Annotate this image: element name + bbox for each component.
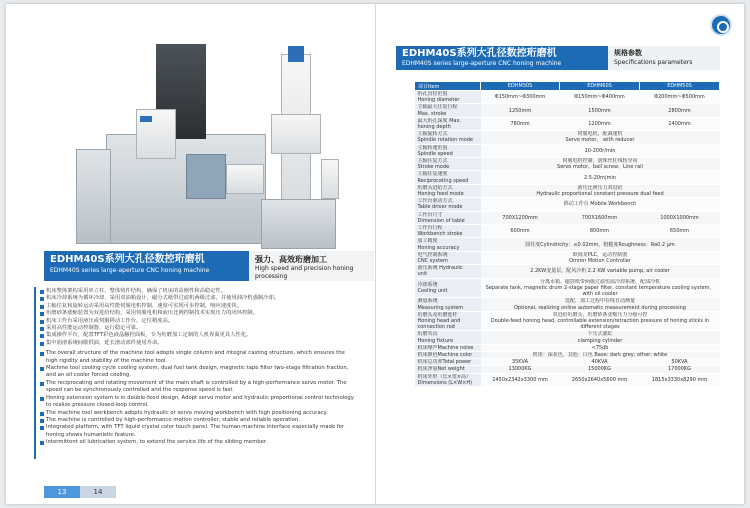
feature-en-item: Intermittent oil lubrication system, to extend the service life of the sliding member. bbox=[40, 439, 358, 446]
spec-title-cn: 规格参数 bbox=[614, 49, 642, 57]
row-label: 珩磨夹具 Honing fixture bbox=[415, 331, 481, 344]
left-page bbox=[6, 4, 375, 504]
table-row bbox=[415, 225, 720, 238]
row-value-shared: 机座：深灰色，其他：白色 Base: dark grey; other: white bbox=[481, 351, 720, 358]
row-value-model-2: 700X1600mm bbox=[560, 211, 640, 224]
row-value-model-2: 1500mm bbox=[560, 104, 640, 117]
table-row bbox=[415, 198, 720, 211]
right-title-bar bbox=[396, 46, 720, 70]
table-row bbox=[415, 344, 720, 351]
row-label: 机床噪声Machine noise bbox=[415, 344, 481, 351]
page-number-left: 13 bbox=[44, 486, 80, 498]
row-value-model-1: 700X1200mm bbox=[481, 211, 560, 224]
table-row bbox=[415, 91, 720, 104]
feature-cn-item: 主轴往复和旋转运动采用高性能伺服电机控制，速度可实现可步控制，响应速度快。 bbox=[40, 303, 358, 310]
row-label: 主轴旋转方式 Spindle rotation mode bbox=[415, 131, 481, 144]
row-value-model-1: 2450x2342x3300 mm bbox=[481, 373, 560, 386]
row-value-shared: 伺服电机控制，滚珠丝杠线轨导向 Servo motor、ball screw、Line rail bbox=[481, 158, 720, 171]
table-row bbox=[415, 298, 720, 311]
table-row bbox=[415, 359, 720, 366]
features-en-list bbox=[40, 350, 358, 446]
row-value-shared: 液压比例压力双进给 Hydraulic proportional constant pressure dual feed bbox=[481, 184, 720, 197]
row-label: 电气控制系统 CNC system bbox=[415, 251, 481, 264]
feature-en-item: Integrated platform, with TFT liquid crystal color touch panel. The human-machine interface especially made for honing shows humanistic feature. bbox=[40, 424, 358, 439]
row-label: 机床总功率Total power bbox=[415, 359, 481, 366]
row-label: 液压系统 Hydraulic unit bbox=[415, 265, 481, 278]
brochure-spread bbox=[6, 4, 744, 504]
table-row bbox=[415, 251, 720, 264]
left-title-cn: EDHM40S系列大孔径数控珩磨机 bbox=[50, 254, 205, 265]
table-row bbox=[415, 117, 720, 130]
header-item: 项目Item bbox=[415, 82, 481, 91]
row-value-shared: <75db bbox=[481, 344, 720, 351]
table-row bbox=[415, 238, 720, 251]
row-value-model-2: 2650x2640x5600 mm bbox=[560, 373, 640, 386]
right-title-cn: EDHM40S系列大孔径数控珩磨机 bbox=[402, 48, 557, 59]
row-label: 最大珩孔深度 Max. honing depth bbox=[415, 117, 481, 130]
row-label: 机床外形（长×宽×高） Dimensions (L×W×H) bbox=[415, 373, 481, 386]
left-subtitle-cn: 强力、高效珩磨加工 bbox=[255, 255, 327, 264]
row-label: 工作台行程 Workbench stroke bbox=[415, 225, 481, 238]
left-title-en: EDHM40S series large-aperture CNC honing machine bbox=[50, 267, 210, 274]
row-value-shared: 双进给珩磨头，珩磨砂条张缩压力分级可控 Double-feed honing head, controllable extension/retraction pressure of honing sticks in different stages bbox=[481, 311, 720, 331]
row-value-shared: 欧姆龙PLC，运动控制器 Omron Motion Controller bbox=[481, 251, 720, 264]
feature-en-item: The overall structure of the machine tool adopts single column and integral casting structure, which ensures the high rigidity and stability of the machine tool. bbox=[40, 350, 358, 365]
row-value-shared: 2.2KW变量泵，配风冷机 2.2 KW variable pump, air cooler bbox=[481, 265, 720, 278]
row-label: 机床净重Net weight bbox=[415, 366, 481, 373]
table-row bbox=[415, 171, 720, 184]
row-value-shared: 移动工作台 Mobile Workbench bbox=[481, 198, 720, 211]
row-label: 主轴往复速度 Reciprocating speed bbox=[415, 171, 481, 184]
row-label: 加工精度 Honing accuracy bbox=[415, 238, 481, 251]
table-row bbox=[415, 278, 720, 298]
row-label: 测量系统 Measuring system bbox=[415, 298, 481, 311]
row-value-shared: 圆柱度Cylindricity：≤0.02mm，粗糙度Roughness：Ra0.2 μm bbox=[481, 238, 720, 251]
row-value-model-1: 13000KG bbox=[481, 366, 560, 373]
accent-bar bbox=[34, 287, 36, 459]
row-value-model-3: 2400mm bbox=[640, 117, 720, 130]
row-label: 珩磨头进给方式 Honing feed mode bbox=[415, 184, 481, 197]
feature-en-item: Honing extension system is in double-feed design, Adopt servo motor and hydraulic proportional control technology to realize pressure closed-loop control. bbox=[40, 395, 358, 410]
feature-en-item: The reciprocating and rotating movement of the main shaft is controlled by a high-performance servo motor. The speed can be synchronously controlled and the response speed is fast. bbox=[40, 380, 358, 395]
row-value-model-1: 780mm bbox=[481, 117, 560, 130]
row-label: 机床颜色Machine color bbox=[415, 351, 481, 358]
row-value-model-2: 15000KG bbox=[560, 366, 640, 373]
table-row bbox=[415, 104, 720, 117]
row-value-model-1: 35KVA bbox=[481, 359, 560, 366]
row-value-model-3: 2800mm bbox=[640, 104, 720, 117]
table-row bbox=[415, 373, 720, 386]
table-row bbox=[415, 265, 720, 278]
table-row bbox=[415, 131, 720, 144]
left-title-bar bbox=[44, 251, 374, 281]
row-value-model-3: 17000KG bbox=[640, 366, 720, 373]
feature-cn-item: 集中润滑系统间歇供油，延长滑动部件使用寿命。 bbox=[40, 340, 358, 347]
row-value-shared: 10-200r/min bbox=[481, 144, 720, 157]
right-page bbox=[376, 4, 744, 504]
features-text bbox=[40, 288, 358, 447]
table-header-row bbox=[415, 82, 720, 91]
table-row bbox=[415, 211, 720, 224]
machine-photos bbox=[36, 24, 366, 254]
row-label: 工作台驱动方式 Table driver mode bbox=[415, 198, 481, 211]
feature-en-item: The machine is controlled by high-performance motion controller, stable and reliable operation. bbox=[40, 417, 358, 424]
feature-cn-item: 珩磨砂条涨缩装置为双进给结构，采用伺服电机和液压比例控制技术实现压力的闭环控制。 bbox=[40, 310, 358, 317]
table-row bbox=[415, 184, 720, 197]
row-value-shared: 选配，加工过程中在线自动测量 Optional, realizing online automatic measurement during processing bbox=[481, 298, 720, 311]
page-number-right: 14 bbox=[80, 486, 116, 498]
left-subtitle-en: High speed and precision honing processing bbox=[255, 265, 354, 280]
feature-en-item: Machine tool cooling cycle cooling system, dual fuel tank design, magnetic tape filter two-stage filtration fraction, and an oil cooler forced cooling. bbox=[40, 365, 358, 380]
row-value-model-2: 40KVA bbox=[560, 359, 640, 366]
row-value-model-3: 50KVA bbox=[640, 359, 720, 366]
table-row bbox=[415, 366, 720, 373]
feature-en-item: The machine tool workbench adopts hydraulic or servo moving workbench with high positioning accuracy. bbox=[40, 410, 358, 417]
feature-cn-item: 采用高性能运动控制器，运行稳定可靠。 bbox=[40, 325, 358, 332]
row-value-shared: 伺服电机，配减速机 Servo motor， with reducer bbox=[481, 131, 720, 144]
features-cn-list bbox=[40, 288, 358, 347]
table-row bbox=[415, 158, 720, 171]
feature-cn-item: 集成操作平台，配置TFT彩色液晶触控面板，专为珩磨加工定制的人机界面更具人性化。 bbox=[40, 332, 358, 339]
row-label: 冷却系统 Cooling unit bbox=[415, 278, 481, 298]
row-value-model-2: 1200mm bbox=[560, 117, 640, 130]
brand-logo-icon bbox=[710, 14, 732, 36]
row-value-model-3: 1000X1000mm bbox=[640, 211, 720, 224]
row-value-model-3: 1815x3330x8290 mm bbox=[640, 373, 720, 386]
table-row bbox=[415, 351, 720, 358]
feature-cn-item: 机床工作台采用液压或伺服移动工作台，定位精度高。 bbox=[40, 318, 358, 325]
row-value-model-1: 600mm bbox=[481, 225, 560, 238]
header-model-3: EDHM50S bbox=[640, 82, 720, 91]
feature-cn-item: 机床冷却系统为循环冷却，采用双油箱设计，磁分式纸带过滤机两级过滤，并使用油冷机强制冷却。 bbox=[40, 295, 358, 302]
row-value-model-3: 650mm bbox=[640, 225, 720, 238]
row-value-shared: 2.5-20m/min bbox=[481, 171, 720, 184]
row-value-model-3: Φ200mm~Φ500mm bbox=[640, 91, 720, 104]
row-value-model-1: 1250mm bbox=[481, 104, 560, 117]
spec-title-en: Specifications parameters bbox=[614, 59, 693, 66]
header-model-1: EDHM30S bbox=[481, 82, 560, 91]
table-row bbox=[415, 311, 720, 331]
row-value-model-2: 800mm bbox=[560, 225, 640, 238]
row-value-model-1: Φ150mm~Φ300mm bbox=[481, 91, 560, 104]
feature-cn-item: 机床整体架构采用单立柱，整体铸件结构，确保了机床的高刚性和高稳定性。 bbox=[40, 288, 358, 295]
row-value-shared: 下压式涨缸 clamping cylinder bbox=[481, 331, 720, 344]
right-title-en: EDHM40S series large-aperture CNC honing machine bbox=[402, 60, 562, 67]
page-number-tabs bbox=[44, 486, 116, 498]
row-label: 珩孔直径范围 Honing diameter bbox=[415, 91, 481, 104]
row-label: 工作台尺寸 Dimension of table bbox=[415, 211, 481, 224]
row-label: 主轴转速范围 Spindle speed bbox=[415, 144, 481, 157]
row-label: 主轴往复方式 Stroke mode bbox=[415, 158, 481, 171]
row-label: 主轴最大往复行程 Max. stroke bbox=[415, 104, 481, 117]
header-model-2: EDHM60S bbox=[560, 82, 640, 91]
specifications-table bbox=[414, 81, 720, 387]
table-row bbox=[415, 144, 720, 157]
row-value-model-2: Φ150mm~Φ400mm bbox=[560, 91, 640, 104]
row-value-shared: 分离水箱、磁鼓纸带两级过滤恒温冷却系统、配油冷机 Separate tank, magnetic drum 2-stage paper filter, constant temperature cooling system，with oil cooler bbox=[481, 278, 720, 298]
row-label: 珩磨头及珩磨连杆 Honing head and connection rod bbox=[415, 311, 481, 331]
table-row bbox=[415, 331, 720, 344]
